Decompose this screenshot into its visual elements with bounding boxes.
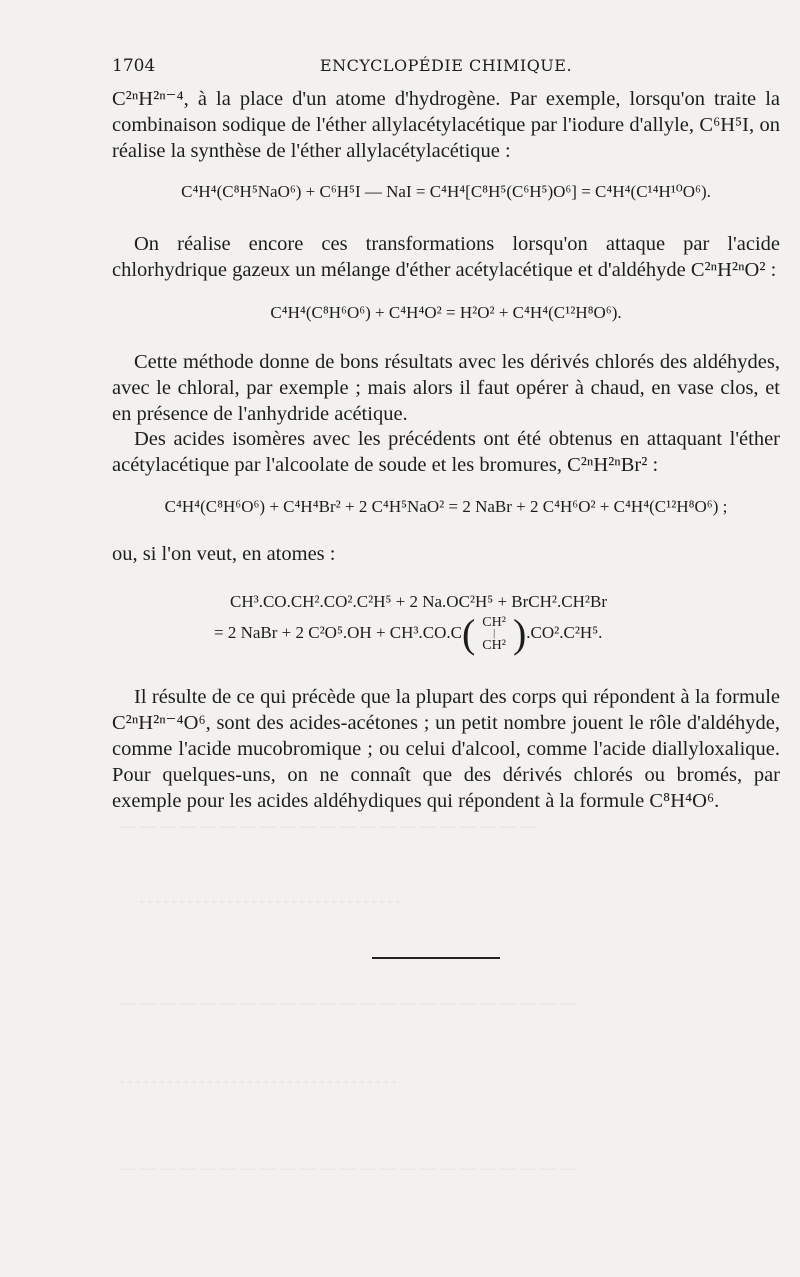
show-through-texture: . . . . . . . . . . . . . . . . . . . . . . . . . . . . . . . . .: [140, 890, 400, 907]
ring-top: CH²: [482, 615, 506, 630]
paragraph-6: Il résulte de ce qui précède que la plupart des corps qui répondent à la formule C²ⁿH²ⁿ⁻⁴O⁶, sont des acides-acétones ; un petit nombre jouent le rôle d'aldéhyde, comme l'acide mucobromique ; ou celui d'alcool, comme l'acide diallyloxalique. Pour quelques-uns, on ne connaît que des dérivés chlorés ou bromés, par exemple pour les acides aldéhydiques qui répondent à la formule C⁸H⁴O⁶.: [112, 686, 780, 812]
show-through-texture: — — — — — — — — — — — — — — — — — — — — — — —: [120, 1160, 576, 1177]
left-paren: (: [461, 611, 476, 656]
ring-bond: |: [493, 628, 496, 639]
show-through-texture: — — — — — — — — — — — — — — — — — — — — —: [120, 818, 536, 835]
paragraph-1-formula: C²ⁿH²ⁿ⁻⁴: [112, 88, 184, 110]
equation-4-line-2-start: = 2 NaBr + 2 C²O⁵.OH + CH³.CO.C: [214, 622, 462, 642]
page-header: [112, 56, 780, 80]
show-through-texture: — — — — — — — — — — — — — — — — — — — — — — —: [120, 995, 576, 1012]
cyclopropane-ring: [476, 615, 512, 653]
equation-2: C⁴H⁴(C⁸H⁶O⁶) + C⁴H⁴O² = H²O² + C⁴H⁴(C¹²H⁸O⁶).: [270, 303, 622, 322]
equation-4-line-2: [214, 611, 603, 656]
paragraph-2: On réalise encore ces transformations lorsqu'on attaque par l'acide chlorhydrique gazeux un mélange d'éther acétylacétique et d'aldéhyde C²ⁿH²ⁿO² :: [112, 233, 780, 281]
equation-3: C⁴H⁴(C⁸H⁶O⁶) + C⁴H⁴Br² + 2 C⁴H⁵NaO² = 2 NaBr + 2 C⁴H⁶O² + C⁴H⁴(C¹²H⁸O⁶) ;: [164, 497, 728, 516]
section-divider: [372, 957, 500, 959]
show-through-texture: . . . . . . . . . . . . . . . . . . . . . . . . . . . . . . . . . . .: [120, 1070, 396, 1087]
paragraph-1-text: , à la place d'un atome d'hydrogène. Par exemple, lorsqu'on traite la combinaison sodique de l'éther allylacétylacétique par l'iodure d'allyle, C⁶H⁵I, on réalise la synthèse de l'éther allylacétylacétique :: [112, 88, 780, 162]
equation-4-line-1: CH³.CO.CH².CO².C²H⁵ + 2 Na.OC²H⁵ + BrCH².CH²Br: [230, 592, 607, 611]
ring-bottom: CH²: [482, 638, 506, 653]
equation-1: C⁴H⁴(C⁸H⁵NaO⁶) + C⁶H⁵I — NaI = C⁴H⁴[C⁸H⁵(C⁶H⁵)O⁶] = C⁴H⁴(C¹⁴H¹⁰O⁶).: [181, 182, 711, 201]
paragraph-4: Des acides isomères avec les précédents ont été obtenus en attaquant l'éther acétylacétique par l'alcoolate de soude et les bromures, C²ⁿH²ⁿBr² :: [112, 428, 780, 476]
paragraph-5: ou, si l'on veut, en atomes :: [112, 543, 336, 565]
running-head: ENCYCLOPÉDIE CHIMIQUE.: [319, 56, 573, 75]
paragraph-3: Cette méthode donne de bons résultats avec les dérivés chlorés des aldéhydes, avec le chloral, par exemple ; mais alors il faut opérer à chaud, en vase clos, et en présence de l'anhydride acétique.: [112, 351, 780, 425]
page-number: 1704: [112, 56, 156, 76]
paragraph-1: [112, 86, 780, 164]
right-paren: ): [512, 611, 527, 656]
equation-4-line-2-end: .CO².C²H⁵.: [526, 622, 603, 642]
